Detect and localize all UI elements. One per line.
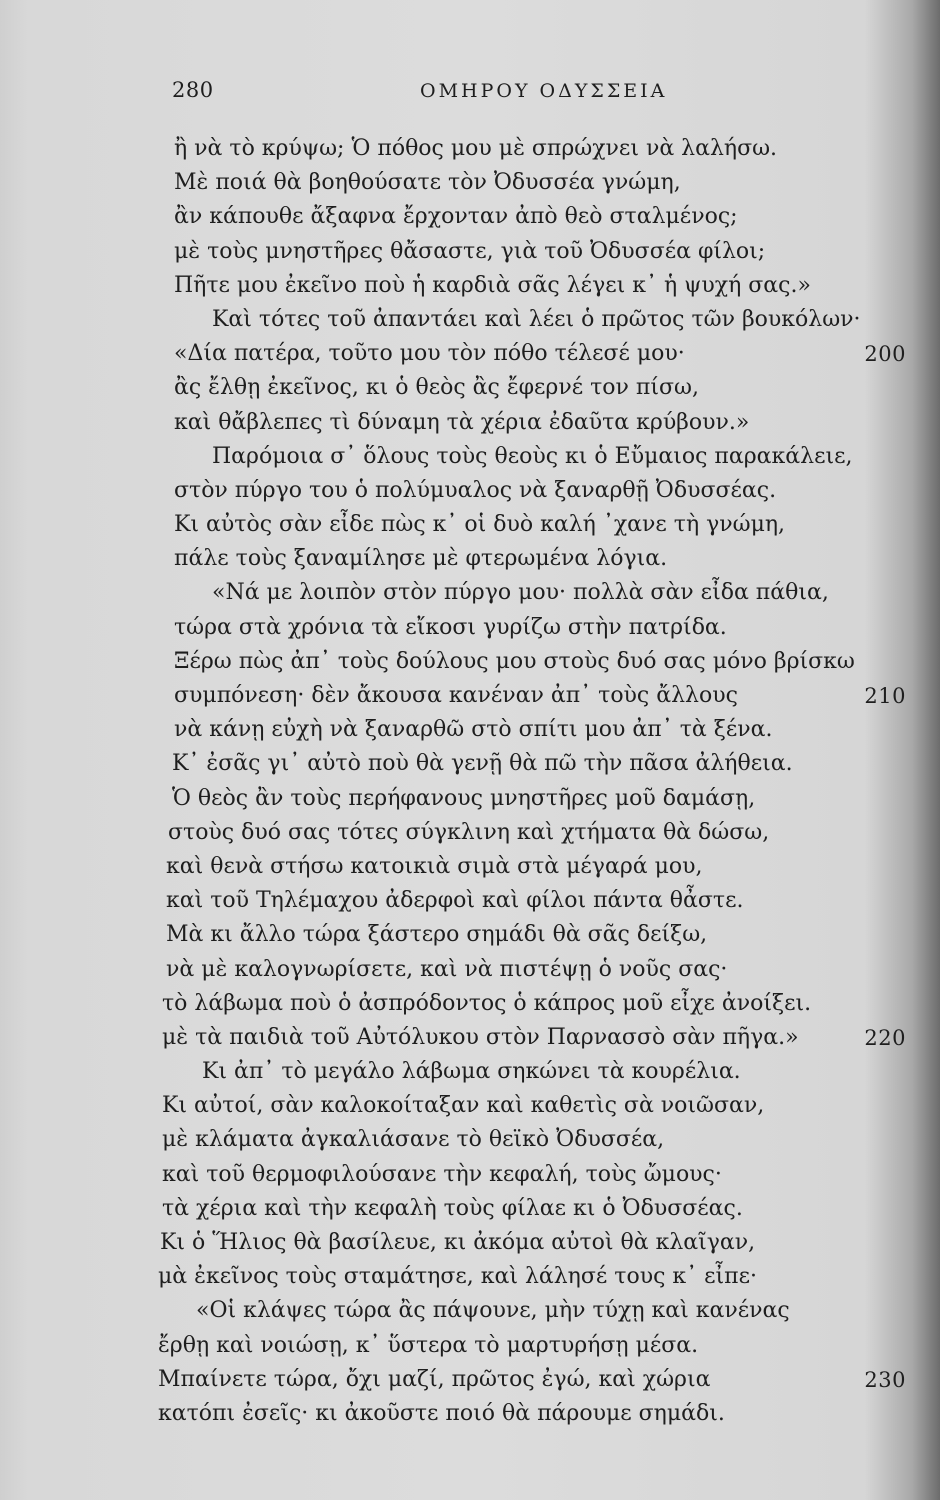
line-number: 210 <box>864 684 906 708</box>
verse-text: «Οἱ κλάψες τώρα ἂς πάψουνε, μὴν τύχῃ καὶ κανένας <box>196 1298 790 1324</box>
verse-line <box>0 200 940 234</box>
verse-line <box>0 1089 940 1123</box>
verse-text: Ὁ θεὸς ἂν τοὺς περήφανους μνηστῆρες μοῦ δαμάσῃ, <box>172 785 756 811</box>
verse-line <box>0 542 940 576</box>
verse-line <box>0 747 940 781</box>
verse-line <box>0 918 940 952</box>
verse-line <box>0 782 940 816</box>
verse-line <box>0 987 940 1021</box>
verse-line <box>0 235 940 269</box>
verse-text: μὲ τοὺς μνηστῆρες θἄσαστε, γιὰ τοῦ Ὀδυσσέα φίλοι; <box>174 238 766 264</box>
verse-text: τὸ λάβωμα ποὺ ὁ ἀσπρόδοντος ὁ κάπρος μοῦ εἶχε ἀνοίξει. <box>162 990 812 1016</box>
verse-line <box>0 645 940 679</box>
verse-text: Πῆτε μου ἐκεῖνο ποὺ ἡ καρδιὰ σᾶς λέγει κ᾿ ἡ ψυχή σας.» <box>174 272 811 298</box>
verse-text: τώρα στὰ χρόνια τὰ εἴκοσι γυρίζω στὴν πατρίδα. <box>174 614 727 640</box>
verse-line <box>0 884 940 918</box>
verse-line <box>0 713 940 747</box>
verse-text: ἂν κάπουθε ἄξαφνα ἔρχονταν ἀπὸ θεὸ σταλμένος; <box>174 204 738 230</box>
verse-text: Κι ἀπ᾿ τὸ μεγάλο λάβωμα σηκώνει τὰ κουρέλια. <box>202 1059 741 1085</box>
verse-line <box>0 953 940 987</box>
verse-text: νὰ κάνῃ εὐχὴ νὰ ξαναρθῶ στὸ σπίτι μου ἀπ᾿ τὰ ξένα. <box>174 717 773 743</box>
verse-text: «Δία πατέρα, τοῦτο μου τὸν πόθο τέλεσέ μου· <box>174 341 685 367</box>
verse-text: ἢ νὰ τὸ κρύψω; Ὁ πόθος μου μὲ σπρώχνει νὰ λαλήσω. <box>174 136 778 161</box>
running-title: ΟΜΗΡΟΥ ΟΔΥΣΣΕΙΑ <box>420 80 668 102</box>
verse-line <box>0 1329 940 1363</box>
verse-text: Μὰ κι ἄλλο τώρα ξάστερο σημάδι θὰ σᾶς δείξω, <box>166 922 708 948</box>
verse-text: μὰ ἐκεῖνος τοὺς σταμάτησε, καὶ λάλησέ τους κ᾿ εἶπε· <box>158 1264 757 1290</box>
verse-line <box>0 850 940 884</box>
verse-text: μὲ κλάματα ἀγκαλιάσανε τὸ θεϊκὸ Ὀδυσσέα, <box>162 1127 665 1153</box>
verse-text: Κι ὁ Ἥλιος θὰ βασίλευε, κι ἀκόμα αὐτοὶ θὰ κλαῖγαν, <box>160 1230 756 1255</box>
verse-line <box>0 303 940 337</box>
verse-line <box>0 337 940 371</box>
line-number: 220 <box>864 1025 906 1050</box>
verse-text: καὶ τοῦ Τηλέμαχου ἀδερφοὶ καὶ φίλοι πάντα θἆστε. <box>166 888 744 914</box>
verse-text: Ξέρω πὼς ἀπ᾿ τοὺς δούλους μου στοὺς δυό σας μόνο βρίσκω <box>174 648 855 674</box>
verse-line <box>0 166 940 200</box>
verse-text: νὰ μὲ καλογνωρίσετε, καὶ νὰ πιστέψῃ ὁ νοῦς σας· <box>166 956 728 982</box>
verse-text: Καὶ τότες τοῦ ἀπαντάει καὶ λέει ὁ πρῶτος τῶν βουκόλων· <box>212 306 861 332</box>
verse-text: ἔρθῃ καὶ νοιώσῃ, κ᾿ ὕστερα τὸ μαρτυρήσῃ μέσα. <box>158 1332 699 1358</box>
verse-line <box>0 816 940 850</box>
verse-text: στοὺς δυό σας τότες σύγκλινη καὶ χτήματα θὰ δώσω, <box>168 819 770 845</box>
verse-text: Κι αὐτὸς σὰν εἶδε πὼς κ᾿ οἱ δυὸ καλή ᾽χανε τὴ γνώμη, <box>174 512 786 538</box>
verse-line <box>0 1397 940 1431</box>
verse-text: συμπόνεση· δὲν ἄκουσα κανέναν ἀπ᾿ τοὺς ἄλλους <box>174 683 738 708</box>
verse-line <box>0 1192 940 1226</box>
verse-line <box>0 611 940 645</box>
verse-line <box>0 1158 940 1192</box>
verse-text: τὰ χέρια καὶ τὴν κεφαλὴ τοὺς φίλαε κι ὁ Ὀδυσσέας. <box>162 1195 743 1221</box>
verse-line <box>0 1363 940 1397</box>
verse-text: Μὲ ποιά θὰ βοηθούσατε τὸν Ὀδυσσέα γνώμη, <box>174 170 681 196</box>
verse-text: κατόπι ἐσεῖς· κι ἀκοῦστε ποιό θὰ πάρουμε σημάδι. <box>158 1400 725 1426</box>
verse-line <box>0 1260 940 1294</box>
verse-line <box>0 440 940 474</box>
verse-line <box>0 406 940 440</box>
verse-line <box>0 1294 940 1328</box>
verse-line <box>0 1055 940 1089</box>
verse-text: Παρόμοια σ᾿ ὅλους τοὺς θεοὺς κι ὁ Εὔμαιος παρακάλειε, <box>212 443 853 469</box>
verse-text: Κ᾿ ἐσᾶς γι᾿ αὐτὸ ποὺ θὰ γενῇ θὰ πῶ τὴν πᾶσα ἀλήθεια. <box>172 751 793 777</box>
verse-line <box>0 508 940 542</box>
verse-text: καὶ θἄβλεπες τὶ δύναμη τὰ χέρια ἐδαῦτα κρύβουν.» <box>174 409 750 435</box>
verse-line <box>0 269 940 303</box>
verse-text: καὶ θενὰ στήσω κατοικιὰ σιμὰ στὰ μέγαρά μου, <box>166 853 703 879</box>
verse-text: στὸν πύργο του ὁ πολύμυαλος νὰ ξαναρθῇ Ὀδυσσέας. <box>174 477 777 503</box>
verse-text: καὶ τοῦ θερμοφιλούσανε τὴν κεφαλή, τοὺς ὤμους· <box>162 1161 722 1187</box>
verse-text: μὲ τὰ παιδιὰ τοῦ Αὐτόλυκου στὸν Παρνασσὸ σὰν πῆγα.» <box>162 1024 799 1050</box>
verse-block <box>0 132 940 1431</box>
verse-text: ἂς ἔλθῃ ἐκεῖνος, κι ὁ θεὸς ἂς ἔφερνέ τον πίσω, <box>174 375 699 401</box>
verse-line <box>0 132 940 166</box>
verse-text: πάλε τοὺς ξαναμίλησε μὲ φτερωμένα λόγια. <box>174 546 668 572</box>
verse-text: «Νά με λοιπὸν στὸν πύργο μου· πολλὰ σὰν εἶδα πάθια, <box>212 580 829 606</box>
verse-line <box>0 474 940 508</box>
page-header <box>0 78 940 110</box>
verse-line <box>0 1123 940 1157</box>
verse-line <box>0 1226 940 1260</box>
line-number: 230 <box>864 1367 906 1392</box>
verse-text: Κι αὐτοί, σὰν καλοκοίταξαν καὶ καθετὶς σὰ νοιῶσαν, <box>162 1093 765 1119</box>
verse-text: Μπαίνετε τώρα, ὄχι μαζί, πρῶτος ἐγώ, καὶ χώρια <box>158 1366 711 1392</box>
verse-line <box>0 679 940 713</box>
page-number: 280 <box>172 78 214 102</box>
line-number: 200 <box>864 342 906 367</box>
verse-line <box>0 371 940 405</box>
verse-line <box>0 1021 940 1055</box>
verse-line <box>0 576 940 610</box>
